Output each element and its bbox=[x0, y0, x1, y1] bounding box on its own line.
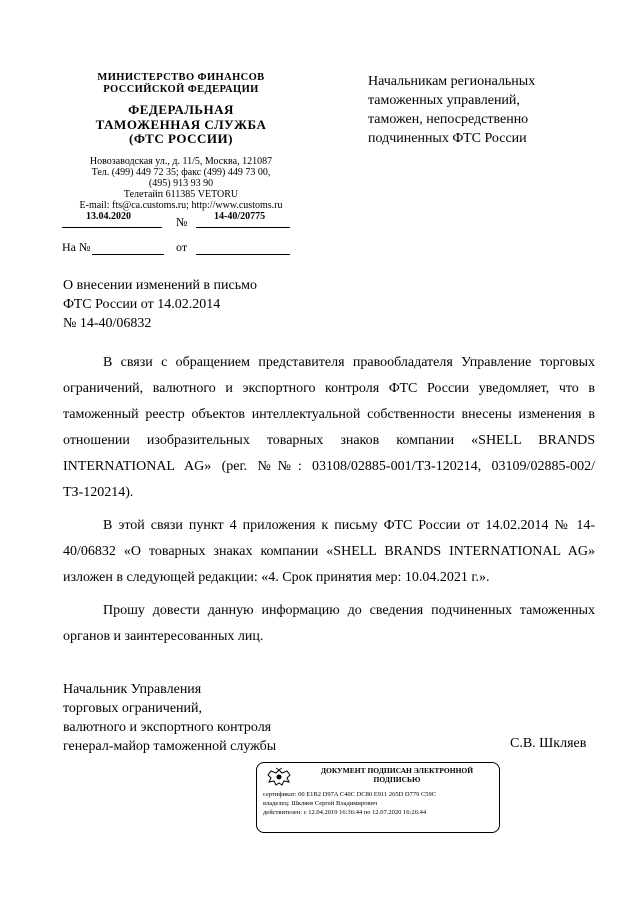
address: Новозаводская ул., д. 11/5, Москва, 121087 bbox=[89, 155, 273, 167]
stamp-owner: владелец: Шкляев Сергей Владимирович bbox=[263, 800, 378, 807]
signatory-title-line: генерал-майор таможенной службы bbox=[63, 739, 277, 754]
phone-line: Тел. (499) 449 72 35; факс (499) 449 73 00, bbox=[91, 166, 271, 178]
stamp-certificate: сертификат: 00 E1B2 D97A C40C DC80 E911 265D D779 C59C bbox=[263, 791, 437, 798]
date-underline bbox=[62, 227, 162, 228]
body-paragraph: В связи с обращением представителя правообладателя Управление торговых ограничений, валютного и экспортного контроля ФТС России уведомляет, что в таможенный реестр объектов интеллектуальной собственности внесены изменения в отношении изобразительных товарных знаков компании «SHELL BRANDS INTERNATIONAL AG» (рег. №№: 03108/02885-001/ТЗ-120214, 03109/02885-002/ТЗ-120214). bbox=[63, 355, 595, 500]
stamp-details bbox=[263, 790, 493, 817]
addressee bbox=[368, 72, 608, 148]
subject-line: О внесении изменений в письмо bbox=[63, 278, 257, 293]
signatory-title-line: торговых ограничений, bbox=[63, 701, 203, 716]
addressee-line: таможенных управлений, bbox=[368, 93, 520, 108]
contacts-block bbox=[52, 156, 310, 211]
email: E-mail: fts@ca.customs.ru; http://www.customs.ru bbox=[79, 199, 283, 211]
letter-number: 14-40/20775 bbox=[214, 211, 266, 222]
ref-label: На № bbox=[62, 240, 91, 254]
ref-number-underline bbox=[92, 254, 164, 255]
service-line: (ФТС РОССИИ) bbox=[129, 131, 233, 146]
telex: Телетайп 611385 VETORU bbox=[123, 188, 239, 200]
number-sign: № bbox=[176, 215, 188, 229]
number-underline bbox=[196, 227, 290, 228]
subject-line: ФТС России от 14.02.2014 bbox=[63, 297, 221, 312]
signatory-title-line: валютного и экспортного контроля bbox=[63, 720, 272, 735]
ref-from-label: от bbox=[176, 240, 188, 254]
signatory-title bbox=[63, 680, 323, 756]
subject bbox=[63, 276, 323, 333]
ref-date-underline bbox=[196, 254, 290, 255]
subject-line: № 14-40/06832 bbox=[63, 316, 152, 331]
body-paragraph: В этой связи пункт 4 приложения к письму ФТС России от 14.02.2014 № 14-40/06832 «О товарных знаках компании «SHELL BRANDS INTERNATIONAL AG» изложен в следующей редакции: «4. Срок принятия мер: 10.04.2021 г.». bbox=[63, 518, 595, 585]
e-signature-stamp bbox=[256, 762, 500, 833]
coat-of-arms-icon bbox=[265, 767, 293, 789]
letter-body bbox=[63, 350, 595, 657]
phone-line: (495) 913 93 90 bbox=[148, 177, 214, 189]
addressee-line: Начальникам региональных bbox=[368, 74, 536, 89]
ministry-line: РОССИЙСКОЙ ФЕДЕРАЦИИ bbox=[103, 84, 259, 95]
ministry-name bbox=[52, 72, 310, 96]
addressee-line: подчиненных ФТС России bbox=[368, 131, 527, 146]
service-line: ФЕДЕРАЛЬНАЯ bbox=[128, 102, 234, 117]
letter-date: 13.04.2020 bbox=[86, 211, 131, 222]
letterhead bbox=[52, 72, 310, 211]
service-name bbox=[52, 103, 310, 147]
stamp-title: ДОКУМЕНТ ПОДПИСАН ЭЛЕКТРОННОЙ ПОДПИСЬЮ bbox=[320, 766, 474, 784]
addressee-line: таможен, непосредственно bbox=[368, 112, 529, 127]
body-paragraph: Прошу довести данную информацию до сведения подчиненных таможенных органов и заинтересованных лиц. bbox=[63, 603, 595, 644]
service-line: ТАМОЖЕННАЯ СЛУЖБА bbox=[95, 116, 267, 132]
ministry-line: МИНИСТЕРСТВО ФИНАНСОВ bbox=[97, 72, 265, 83]
signatory-title-line: Начальник Управления bbox=[63, 682, 202, 697]
signatory-name: С.В. Шкляев bbox=[510, 736, 587, 751]
stamp-validity: действителен: с 12.04.2019 16:36:44 по 12.07.2020 16:26:44 bbox=[263, 809, 427, 816]
